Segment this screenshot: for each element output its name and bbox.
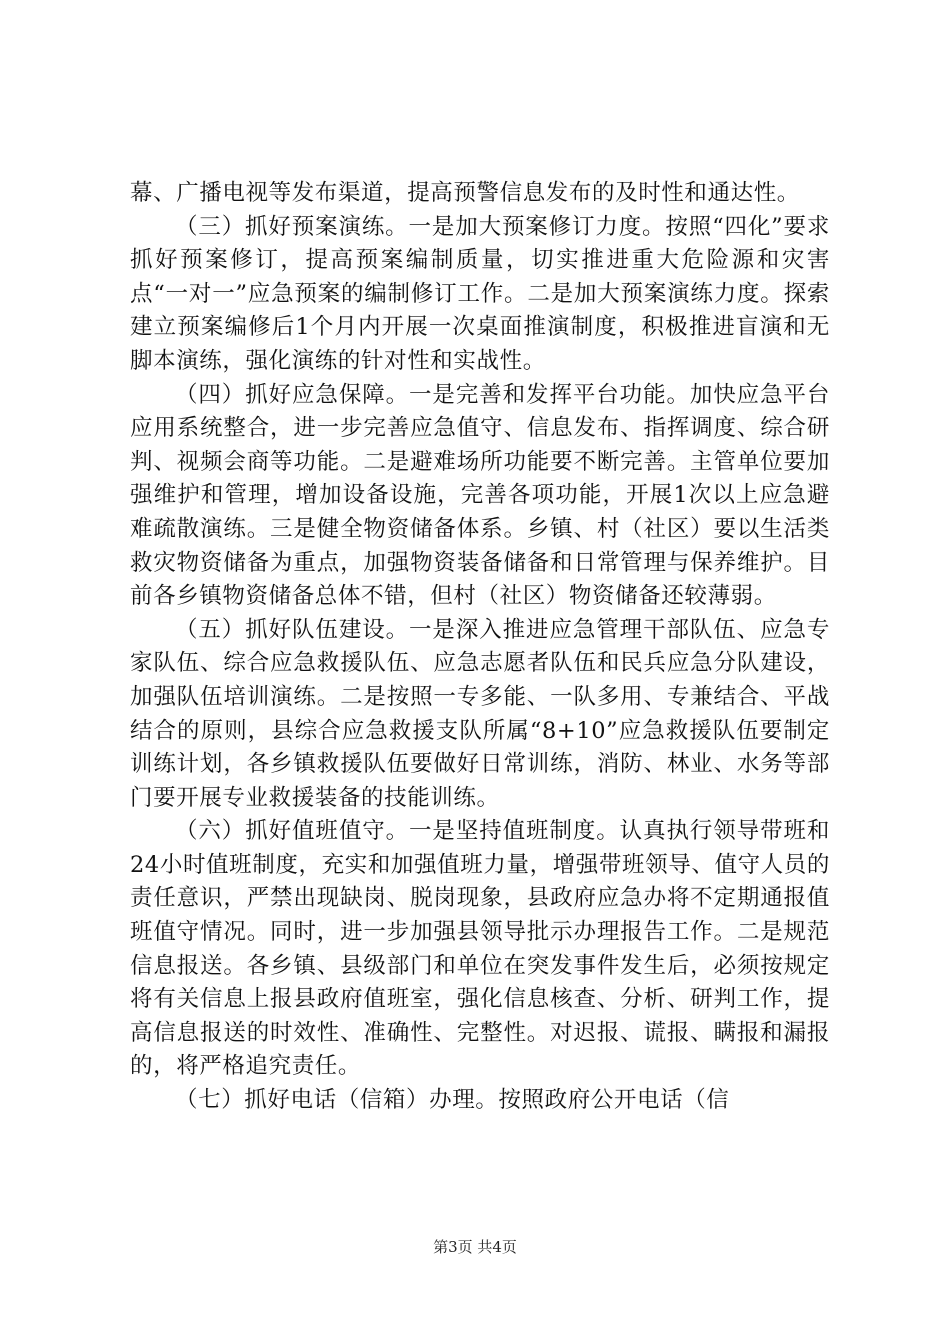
paragraph-section-3: （三）抓好预案演练。一是加大预案修订力度。按照“四化”要求抓好预案修订，提高预案编制质量，切实推进重大危险源和灾害点“一对一”应急预案的编制修订工作。二是加大预案演练力度。探索建立预案编修后1个月内开展一次桌面推演制度，积极推进盲演和无脚本演练，强化演练的针对性和实战性。: [130, 213, 830, 374]
paragraph-section-6: （六）抓好值班值守。一是坚持值班制度。认真执行领导带班和24小时值班制度，充实和加强值班力量，增强带班领导、值守人员的责任意识，严禁出现缺岗、脱岗现象，县政府应急办将不定期通报值班值守情况。同时，进一步加强县领导批示办理报告工作。二是规范信息报送。各乡镇、县级部门和单位在突发事件发生后，必须按规定将有关信息上报县政府值班室，强化信息核查、分析、研判工作，提高信息报送的时效性、准确性、完整性。对迟报、谎报、瞒报和漏报的，将严格追究责任。: [130, 818, 830, 1080]
page-footer: 第3页 共4页: [433, 1238, 517, 1256]
paragraph-section-7: （七）抓好电话（信箱）办理。按照政府公开电话（信: [175, 1087, 730, 1114]
paragraph-section-5: （五）抓好队伍建设。一是深入推进应急管理干部队伍、应急专家队伍、综合应急救援队伍、应急志愿者队伍和民兵应急分队建设，加强队伍培训演练。二是按照一专多能、一队多用、专兼结合、平战结合的原则，县综合应急救援支队所属“8+10”应急救援队伍要制定训练计划，各乡镇救援队伍要做好日常训练，消防、林业、水务等部门要开展专业救援装备的技能训练。: [130, 616, 830, 811]
document-body: [130, 177, 830, 1118]
paragraph-continued: 幕、广播电视等发布渠道，提高预警信息发布的及时性和通达性。: [130, 180, 800, 206]
paragraph-section-4: （四）抓好应急保障。一是完善和发挥平台功能。加快应急平台应用系统整合，进一步完善应急值守、信息发布、指挥调度、综合研判、视频会商等功能。二是避难场所功能要不断完善。主管单位要加强维护和管理，增加设备设施，完善各项功能，开展1次以上应急避难疏散演练。三是健全物资储备体系。乡镇、村（社区）要以生活类救灾物资储备为重点，加强物资装备储备和日常管理与保养维护。目前各乡镇物资储备总体不错，但村（社区）物资储备还较薄弱。: [130, 381, 830, 610]
